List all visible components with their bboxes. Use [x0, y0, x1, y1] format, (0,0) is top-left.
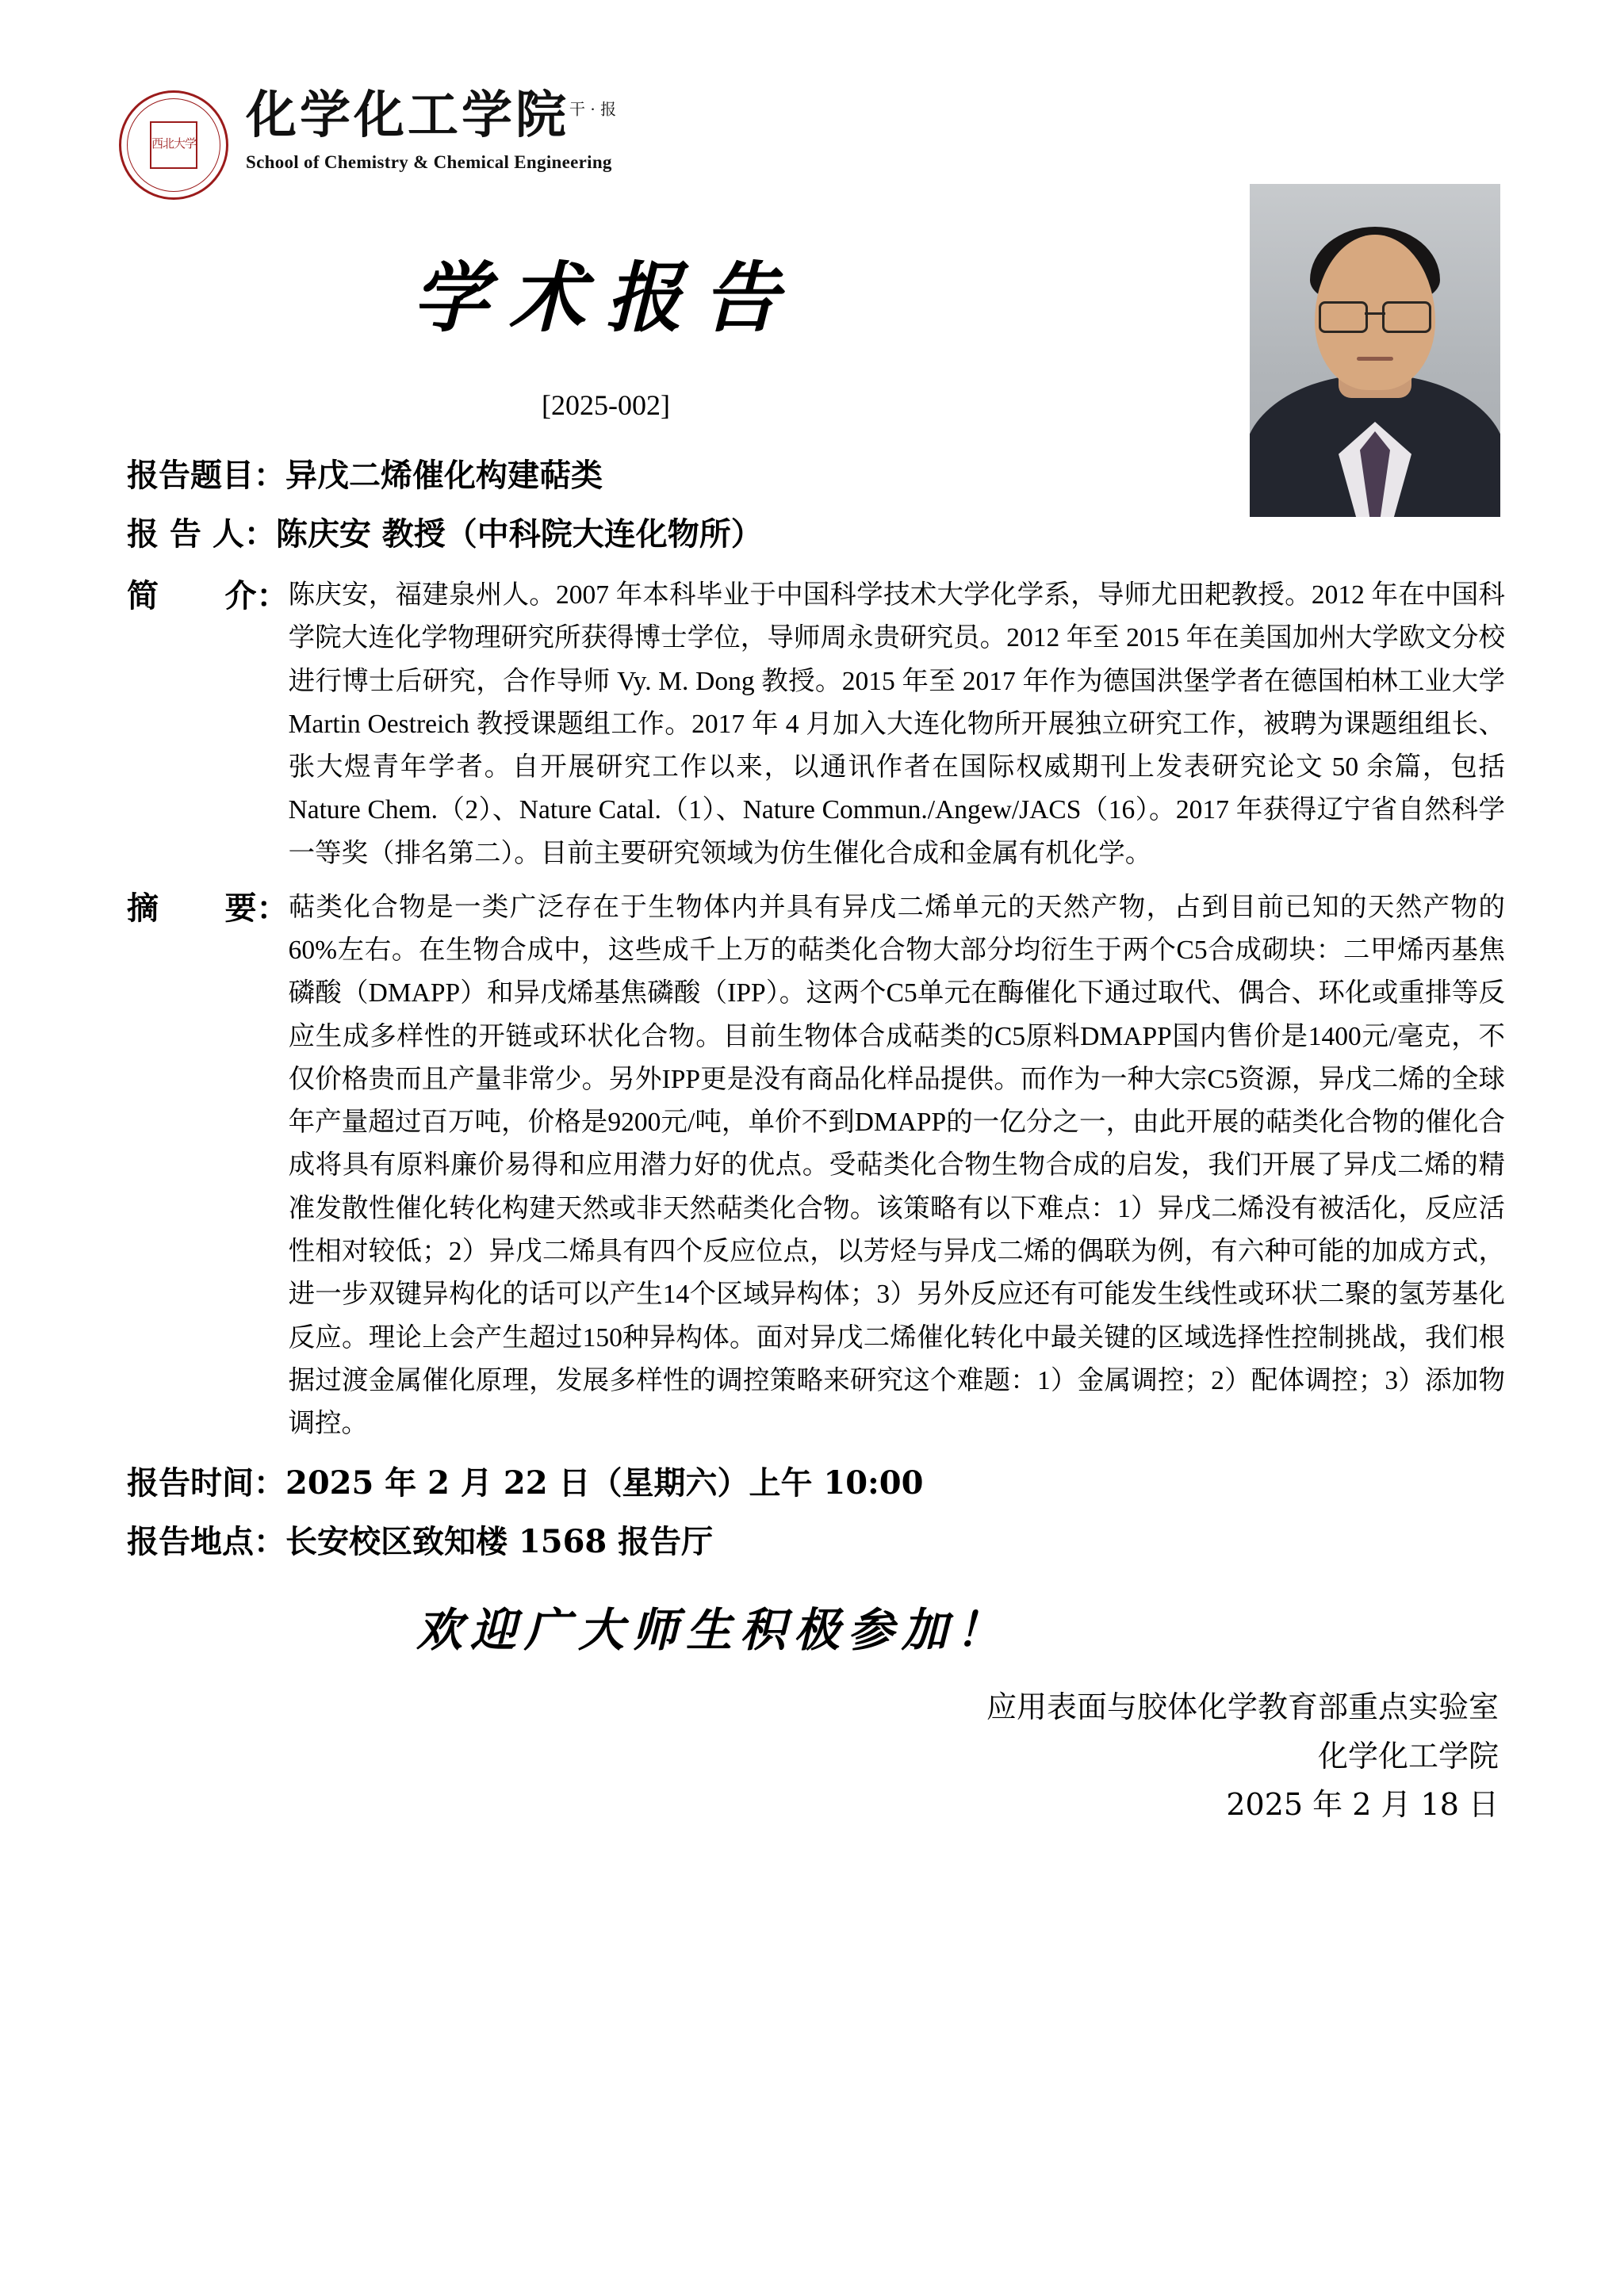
- logo-superscript: 干 · 报: [569, 99, 617, 119]
- logo-english-name: School of Chemistry & Chemical Engineering: [246, 152, 612, 172]
- abstract-row: [127, 883, 1505, 1445]
- welcome-message: 欢迎广大师生积极参加！: [416, 1603, 1009, 1658]
- organizer-school: 化学化工学院: [1317, 1738, 1499, 1774]
- topic-label: 报告题目：: [127, 457, 285, 494]
- time-label: 报告时间：: [127, 1464, 285, 1502]
- abstract-text: 萜类化合物是一类广泛存在于生物体内并具有异戊二烯单元的天然产物，占到目前已知的天然产物的60%左右。在生物合成中，这些成千上万的萜类化合物大部分均衍生于两个C5合成砌块：二甲烯丙基焦磷酸（DMAPP）和异戊烯基焦磷酸（IPP）。这两个C5单元在酶催化下通过取代、偶合、环化或重排等反应生成多样性的开链或环状化合物。目前生物体合成萜类的C5原料DMAPP国内售价是1400元/毫克，不仅价格贵而且产量非常少。另外IPP更是没有商品化样品提供。而作为一种大宗C5资源，异戊二烯的全球年产量超过百万吨，价格是9200元/吨，单价不到DMAPP的一亿分之一，由此开展的萜类化合物的催化合成将具有原料廉价易得和应用潜力好的优点。受萜类化合物生物合成的启发，我们开展了异戊二烯的精准发散性催化转化构建天然或非天然萜类化合物。该策略有以下难点：1）异戊二烯没有被活化，反应活性相对较低；2）异戊二烯具有四个反应位点，以芳烃与异戊二烯的偶联为例，有六种可能的加成方式，进一步双键异构化的话可以产生14个区域异构体；3）另外反应还有可能发生线性或环状二聚的氢芳基化反应。理论上会产生超过150种异构体。面对异戊二烯催化转化中最关键的区域选择性控制挑战，我们根据过渡金属催化原理，发展多样性的调控策略来研究这个难题：1）金属调控；2）配体调控；3）添加物调控。: [288, 892, 1505, 1439]
- time-row: [127, 1460, 1505, 1507]
- time-value: 2025 年 2 月 22 日（星期六）上午 10:00: [285, 1464, 924, 1502]
- topic-row: [127, 452, 1505, 499]
- seal-center-text: 西北大学: [150, 121, 197, 169]
- institution-logo: [119, 87, 616, 200]
- venue-label: 报告地点：: [127, 1523, 285, 1561]
- issue-date: 2025 年 2 月 18 日: [1226, 1787, 1499, 1823]
- portrait-mouth: [1357, 357, 1393, 361]
- bio-text: 陈庆安，福建泉州人。2007 年本科毕业于中国科学技术大学化学系，导师尤田耙教授。2012 年在中国科学院大连化学物理研究所获得博士学位，导师周永贵研究员。2012 年至 2015 年在美国加州大学欧文分校进行博士后研究，合作导师 Vy. M. Dong 教授。2015 年至 2017 年作为德国洪堡学者在德国柏林工业大学 Martin Oestreich 教授课题组工作。2017 年 4 月加入大连化物所开展独立研究工作，被聘为课题组组长、张大煜青年学者。自开展研究工作以来，以通讯作者在国际权威期刊上发表研究论文 50 余篇，包括 Nature Chem.（2）、Nature Catal.（1）、Nature Commun./Angew/JACS（16）。2017 年获得辽宁省自然科学一等奖（排名第二）。目前主要研究领域为仿生催化合成和金属有机化学。: [288, 580, 1506, 868]
- organizer-lab: 应用表面与胶体化学教育部重点实验室: [986, 1689, 1499, 1725]
- speaker-affiliation: （中科院大连化物所）: [445, 515, 763, 553]
- document-number: [2025-002]: [542, 389, 670, 421]
- logo-chinese-name: 化学化工学院$^{干 \cdot 报}$: [246, 86, 617, 145]
- topic-value: 异戊二烯催化构建萜类: [285, 457, 603, 494]
- bio-label: 简 介：: [127, 577, 289, 614]
- speaker-label: 报 告 人：: [127, 515, 276, 553]
- speaker-value: 陈庆安 教授: [275, 515, 446, 553]
- poster-content: [127, 452, 1505, 1830]
- logo-text-block: [246, 87, 616, 173]
- venue-value: 长安校区致知楼 1568 报告厅: [285, 1523, 714, 1561]
- university-seal-icon: [119, 90, 228, 200]
- signature-block: [127, 1683, 1505, 1830]
- abstract-label: 摘 要：: [127, 889, 289, 927]
- page-title: 学术报告: [412, 253, 799, 342]
- speaker-row: [127, 511, 1505, 558]
- bio-row: [127, 571, 1505, 875]
- venue-row: [127, 1518, 1505, 1566]
